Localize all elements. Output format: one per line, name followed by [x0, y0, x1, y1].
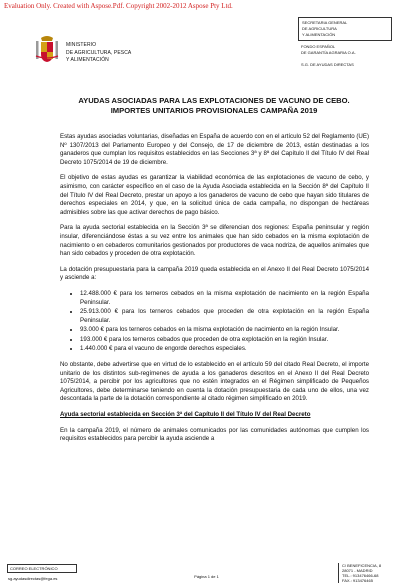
subdirectorate-label: S.G. DE AYUDAS DIRECTAS	[301, 62, 354, 67]
secretariat-line: DE AGRICULTURA	[302, 26, 337, 31]
ministry-name	[66, 42, 131, 65]
paragraph: En la campaña 2019, el número de animales comunicados por las comunidades autónomas que cumplen los requisitos establecidos para percibir la ayuda asciende a	[60, 426, 369, 443]
secretariat-line: SECRETARIA GENERAL	[302, 20, 348, 25]
ministry-line: DE AGRICULTURA, PESCA	[66, 49, 132, 56]
page-number: Página 1 de 1	[194, 574, 219, 579]
list-item: • 25.913.000 € para los terneros cebados que proceden de otra explotación en la región España Peninsular.	[80, 308, 369, 325]
fondo-line: DE GARANTÍA AGRARIA O.A.	[301, 50, 356, 55]
paragraph: Estas ayudas asociadas voluntarias, diseñadas en España de acuerdo con en el artículo 52 del Reglamento (UE) Nº 1307/2013 del Parlamento Europeo y del Consejo, de 17 de diciembre de 2013, están destinadas a los ganaderos que cumplan los requisitos establecidos en las Secciones 3ª y 8ª del Capítulo II del Título IV del Real Decreto 1075/2014 de 19 de diciembre.	[60, 133, 369, 166]
list-item: • 1.440.000 € para el vacuno de engorde derechos especiales.	[80, 345, 369, 354]
list-item: • 93.000 € para los terneros cebados en la misma explotación de nacimiento en la región Insular.	[80, 326, 369, 335]
ministry-line: MINISTERIO	[66, 42, 97, 48]
section-heading: Ayuda sectorial establecida en Sección 3ª del Capítulo II del Título IV del Real Decreto	[60, 411, 311, 419]
document-title	[38, 96, 390, 116]
address-line: TEL.: 913476466-68	[342, 573, 379, 578]
budget-list	[60, 290, 369, 354]
coat-of-arms-icon	[35, 34, 59, 64]
secretariat-box	[298, 17, 392, 41]
list-item: • 12.488.000 € para los terneros cebados en la misma explotación de nacimiento en la región España Peninsular.	[80, 290, 369, 307]
email-label: CORREO ELECTRÓNICO	[7, 564, 77, 573]
paragraph: Para la ayuda sectorial establecida en la Sección 3ª se diferencian dos regiones: España peninsular y región insular, diferenciándose éstas a su vez entre los animales que han sido cebados en la misma explotación de nacimiento o en cebaderos comunitarios gestionados por productores de vaca nodriza, de aquellos animales que han sido cebados y proceden de otra explotación.	[60, 224, 369, 258]
secretariat-line: Y ALIMENTACIÓN	[302, 32, 336, 37]
paragraph: El objetivo de estas ayudas es garantizar la viabilidad económica de las explotaciones de vacuno de cebo, y asimismo, con carácter específico en el caso de la Ayuda Asociada establecida en la Sección 8ª del Capítulo II del Título IV del Real Decreto, prestar un apoyo a los ganaderos de vacuno de cebo que hayan sido titulares de derechos especiales en 2014, y que, en la solicitud única de cada campaña, no dispongan de hectáreas admisibles sobre las que activar derechos de pago básico.	[60, 174, 369, 216]
evaluation-watermark: Evaluation Only. Created with Aspose.Pdf. Copyright 2002-2012 Aspose Pty Ltd.	[4, 2, 233, 10]
fondo-label	[301, 44, 356, 56]
address-block	[338, 563, 381, 583]
title-line: IMPORTES UNITARIOS PROVISIONALES CAMPAÑA 2019	[110, 106, 318, 115]
address-line: 28071 - MADRID	[342, 568, 373, 573]
list-item: • 193.000 € para los terneros cebados que proceden de otra explotación en la región Insular.	[80, 336, 369, 345]
document-body	[60, 133, 369, 451]
address-line: FAX.: 913476465	[342, 578, 373, 583]
paragraph: No obstante, debe advertirse que en virtud de lo establecido en el artículo 59 del citado Real Decreto, el importe unitario de los distintos sub-regímenes de ayuda a los ganaderos descritos en el Anexo II del Real Decreto 1075/2014, a percibir por los agricultores que no estén integrados en el Régimen simplificado de Pequeños Agricultores, debe determinarse teniendo en cuenta la dotación presupuestaria de cada uno de ellos, una vez descontada la parte de la dotación correspondiente al citado régimen simplificado en 2019.	[60, 361, 369, 403]
title-line: AYUDAS ASOCIADAS PARA LAS EXPLOTACIONES DE VACUNO DE CEBO.	[78, 96, 350, 105]
email-link[interactable]: sg.ayudasdirectas@fega.es	[8, 576, 58, 581]
address-line: C/ BENEFICENCIA, 8	[342, 563, 382, 568]
ministry-line: Y ALIMENTACIÓN	[66, 57, 109, 63]
fondo-line: FONDO ESPAÑOL	[301, 44, 336, 49]
paragraph: La dotación presupuestaria para la campaña 2019 queda establecida en el Anexo II del Real Decreto 1075/2014 y asciende a:	[60, 265, 369, 282]
